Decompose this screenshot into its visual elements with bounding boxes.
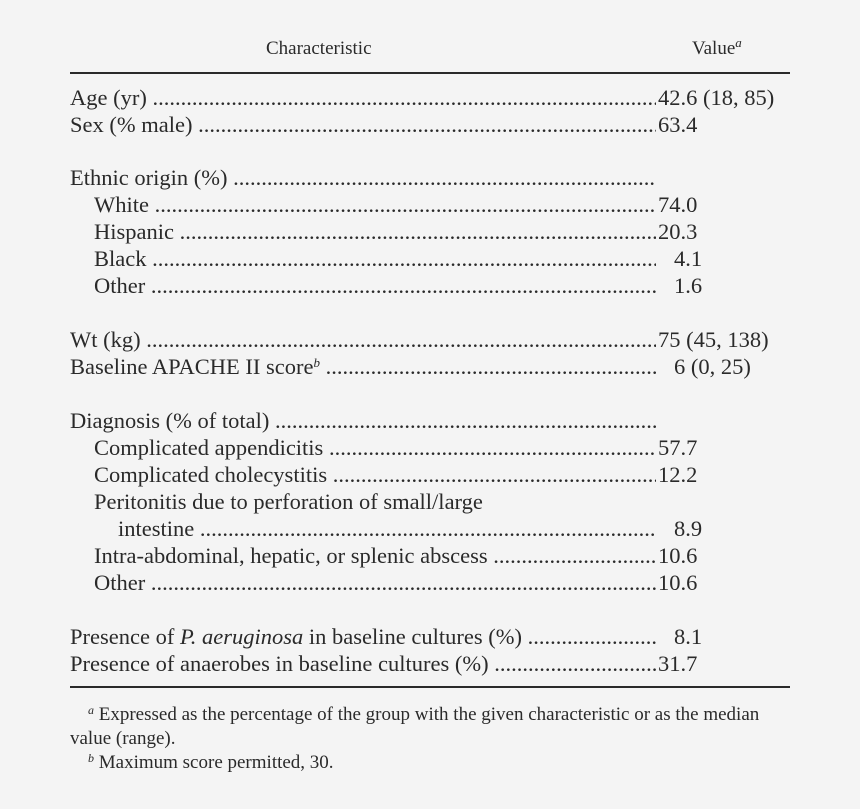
footnote-marker: b: [88, 751, 94, 765]
table-bottom-rule: [70, 686, 790, 688]
table-row: [70, 111, 790, 138]
footnote-marker: a: [88, 703, 94, 717]
row-label: Wt (kg) .....: [70, 326, 656, 353]
row-value: 75 (45, 138): [658, 327, 769, 352]
row-label: Presence of anaerobes in baseline cultures (%) .....: [70, 650, 656, 677]
row-value: 63.4: [658, 112, 698, 137]
row-label: Intra-abdominal, hepatic, or splenic abscess .....: [70, 542, 656, 569]
table-row: [70, 650, 790, 677]
row-label: White .....: [70, 191, 656, 218]
row-label: Other .....: [70, 569, 656, 596]
row-label: Peritonitis due to perforation of small/large: [94, 489, 483, 514]
row-value: 12.2: [658, 462, 698, 487]
row-value: 6 (0, 25): [674, 354, 751, 379]
table-row: [70, 218, 790, 245]
table-row: [70, 542, 790, 569]
row-label: Complicated appendicitis .....: [70, 434, 656, 461]
row-value: 20.3: [658, 219, 698, 244]
row-value: 4.1: [674, 246, 703, 271]
table-row: [70, 164, 790, 191]
row-value: 8.1: [674, 624, 703, 649]
row-label: intestine .....: [70, 515, 656, 542]
footnote-marker: a: [735, 35, 742, 50]
table-row: [70, 84, 790, 111]
row-label: Sex (% male) .....: [70, 111, 656, 138]
table-row: [70, 569, 790, 596]
column-header-value: Value$^a$: [692, 35, 742, 59]
table-row: [70, 515, 790, 542]
row-label: Black .....: [70, 245, 656, 272]
row-label: Age (yr) .....: [70, 84, 656, 111]
footnote-a: $^a$ Expressed as the percentage of the group with the given characteristic or as the median value (range).: [70, 703, 760, 749]
column-header-characteristic: Characteristic: [266, 38, 372, 59]
row-label: Diagnosis (% of total) .....: [70, 407, 656, 434]
table-row: [70, 272, 790, 299]
row-label: Hispanic .....: [70, 218, 656, 245]
footnote-marker: b: [313, 355, 321, 370]
row-value: 1.6: [674, 273, 703, 298]
row-value: 31.7: [658, 651, 698, 676]
row-value: 74.0: [658, 192, 698, 217]
row-value: 57.7: [658, 435, 698, 460]
table-row: [70, 326, 790, 353]
row-label: Presence of P. aeruginosa in baseline cultures (%) .....: [70, 623, 656, 650]
row-label: Ethnic origin (%) .....: [70, 164, 656, 191]
row-value: 42.6 (18, 85): [658, 85, 775, 110]
table-top-rule: [70, 72, 790, 74]
table-row: [70, 434, 790, 461]
row-label: Baseline APACHE II score$^b$ .....: [70, 353, 656, 380]
footnote-b: $^b$ Maximum score permitted, 30.: [88, 751, 334, 773]
table-row: [70, 488, 790, 515]
table-row: [70, 461, 790, 488]
row-value: 8.9: [674, 516, 703, 541]
row-value: 10.6: [658, 543, 698, 568]
row-label: Complicated cholecystitis .....: [70, 461, 656, 488]
table-row: [70, 245, 790, 272]
row-value: 10.6: [658, 570, 698, 595]
table-row: [70, 353, 790, 380]
table-row: [70, 407, 790, 434]
table-row: [70, 623, 790, 650]
row-label: Other .....: [70, 272, 656, 299]
table-row: [70, 191, 790, 218]
